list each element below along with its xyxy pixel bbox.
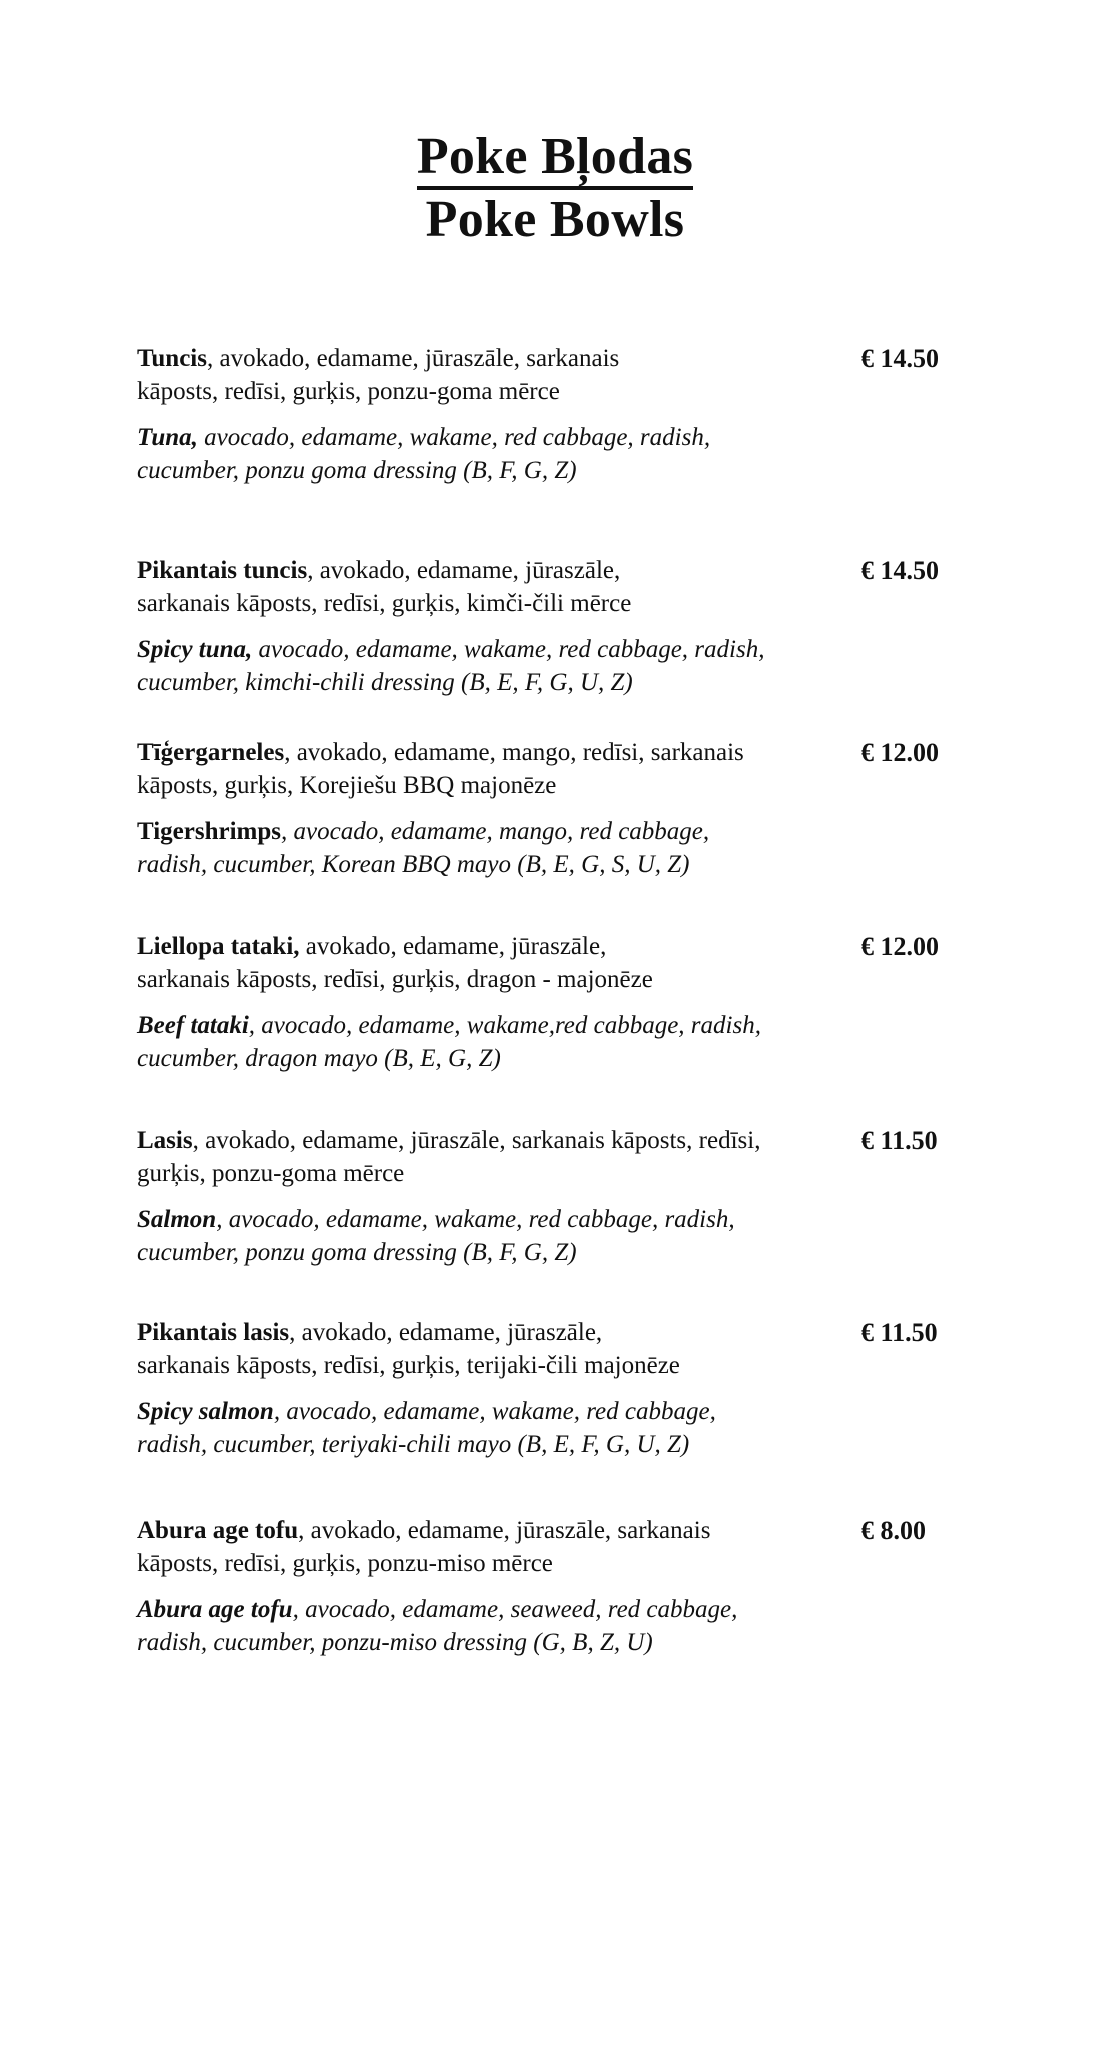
item-name-english: Abura age tofu bbox=[137, 1596, 293, 1623]
item-ingredients-latvian-line2: sarkanais kāposts, redīsi, gurķis, kimči-čili mērce bbox=[137, 590, 632, 617]
item-name-english: Tigershrimps bbox=[137, 818, 281, 845]
menu-item-salmon bbox=[137, 1124, 997, 1269]
item-ingredients-english: avocado, edamame, wakame, red cabbage, radish, bbox=[252, 636, 765, 663]
item-name-english: Spicy tuna, bbox=[137, 636, 253, 663]
item-ingredients-english-line2: cucumber, kimchi-chili dressing (B, E, F, G, U, Z) bbox=[137, 669, 633, 696]
item-ingredients-english-line2: cucumber, ponzu goma dressing (B, F, G, Z) bbox=[137, 457, 577, 484]
item-description-latvian bbox=[137, 342, 837, 408]
item-description-english bbox=[137, 1395, 837, 1461]
item-description-latvian bbox=[137, 1316, 837, 1382]
item-name-latvian: Liellopa tataki, bbox=[137, 933, 300, 960]
item-ingredients-english-line2: radish, cucumber, teriyaki-chili mayo (B, E, F, G, U, Z) bbox=[137, 1431, 690, 1458]
item-price: € 12.00 bbox=[861, 738, 939, 767]
item-ingredients-english: , avocado, edamame, wakame,red cabbage, radish, bbox=[248, 1012, 761, 1039]
item-description-english bbox=[137, 1593, 837, 1659]
item-price: € 11.50 bbox=[861, 1126, 938, 1155]
item-ingredients-latvian-line2: kāposts, redīsi, gurķis, ponzu-goma mērce bbox=[137, 378, 560, 405]
item-price: € 14.50 bbox=[861, 344, 939, 373]
menu-item-spicy-tuna bbox=[137, 554, 997, 699]
item-description-latvian bbox=[137, 554, 837, 620]
item-price: € 14.50 bbox=[861, 556, 939, 585]
menu-item-tuna bbox=[137, 342, 997, 487]
item-ingredients-english: , avocado, edamame, wakame, red cabbage, radish, bbox=[216, 1206, 735, 1233]
item-description-latvian bbox=[137, 930, 837, 996]
item-price: € 12.00 bbox=[861, 932, 939, 961]
menu-item-tigershrimps bbox=[137, 736, 997, 881]
item-description-english bbox=[137, 633, 837, 699]
item-ingredients-latvian-line2: gurķis, ponzu-goma mērce bbox=[137, 1160, 405, 1187]
item-ingredients-english-line2: radish, cucumber, Korean BBQ mayo (B, E, G, S, U, Z) bbox=[137, 851, 690, 878]
item-name-latvian: Abura age tofu bbox=[137, 1517, 299, 1544]
item-ingredients-english-line2: cucumber, dragon mayo (B, E, G, Z) bbox=[137, 1045, 501, 1072]
item-name-latvian: Pikantais tuncis bbox=[137, 557, 308, 584]
item-ingredients-latvian: , avokado, edamame, jūraszāle, bbox=[289, 1319, 603, 1346]
item-ingredients-latvian-line2: kāposts, gurķis, Korejiešu BBQ majonēze bbox=[137, 772, 557, 799]
item-ingredients-latvian: , avokado, edamame, jūraszāle, bbox=[307, 557, 621, 584]
item-description-english bbox=[137, 421, 837, 487]
item-ingredients-latvian: avokado, edamame, jūraszāle, bbox=[299, 933, 607, 960]
page-title-latvian: Poke Bļodas bbox=[417, 128, 693, 190]
item-ingredients-latvian: , avokado, edamame, jūraszāle, sarkanais bbox=[206, 345, 620, 372]
item-name-latvian: Pikantais lasis bbox=[137, 1319, 290, 1346]
item-description-latvian bbox=[137, 736, 837, 802]
item-name-latvian: Tuncis bbox=[137, 345, 207, 372]
item-description-english bbox=[137, 1009, 837, 1075]
item-name-latvian: Tīģergarneles bbox=[137, 739, 285, 766]
item-ingredients-english-line2: cucumber, ponzu goma dressing (B, F, G, Z) bbox=[137, 1239, 577, 1266]
item-ingredients-english: , avocado, edamame, wakame, red cabbage, bbox=[273, 1398, 716, 1425]
item-price: € 11.50 bbox=[861, 1318, 938, 1347]
item-ingredients-english: avocado, edamame, wakame, red cabbage, radish, bbox=[197, 424, 711, 451]
item-name-english: Beef tataki bbox=[137, 1012, 249, 1039]
item-description-latvian bbox=[137, 1124, 837, 1190]
item-description-english bbox=[137, 1203, 837, 1269]
item-ingredients-latvian: , avokado, edamame, jūraszāle, sarkanais bbox=[298, 1517, 711, 1544]
menu-title-block bbox=[0, 128, 1110, 250]
item-ingredients-latvian-line2: kāposts, redīsi, gurķis, ponzu-miso mērce bbox=[137, 1550, 553, 1577]
item-ingredients-latvian: , avokado, edamame, mango, redīsi, sarkanais bbox=[284, 739, 744, 766]
item-name-english: Salmon bbox=[137, 1206, 217, 1233]
item-description-english bbox=[137, 815, 837, 881]
item-ingredients-english: , avocado, edamame, mango, red cabbage, bbox=[281, 818, 710, 845]
item-ingredients-latvian-line2: sarkanais kāposts, redīsi, gurķis, dragon - majonēze bbox=[137, 966, 653, 993]
menu-item-spicy-salmon bbox=[137, 1316, 997, 1461]
item-name-latvian: Lasis bbox=[137, 1127, 193, 1154]
page-title-english: Poke Bowls bbox=[425, 191, 685, 248]
item-ingredients-latvian-line2: sarkanais kāposts, redīsi, gurķis, terijaki-čili majonēze bbox=[137, 1352, 680, 1379]
item-ingredients-english: , avocado, edamame, seaweed, red cabbage, bbox=[292, 1596, 738, 1623]
menu-item-beef-tataki bbox=[137, 930, 997, 1075]
item-name-english: Tuna, bbox=[137, 424, 198, 451]
menu-item-abura-age-tofu bbox=[137, 1514, 997, 1659]
item-name-english: Spicy salmon bbox=[137, 1398, 274, 1425]
item-price: € 8.00 bbox=[861, 1516, 926, 1545]
item-description-latvian bbox=[137, 1514, 837, 1580]
item-ingredients-english-line2: radish, cucumber, ponzu-miso dressing (G, B, Z, U) bbox=[137, 1629, 653, 1656]
item-ingredients-latvian: , avokado, edamame, jūraszāle, sarkanais kāposts, redīsi, bbox=[192, 1127, 761, 1154]
